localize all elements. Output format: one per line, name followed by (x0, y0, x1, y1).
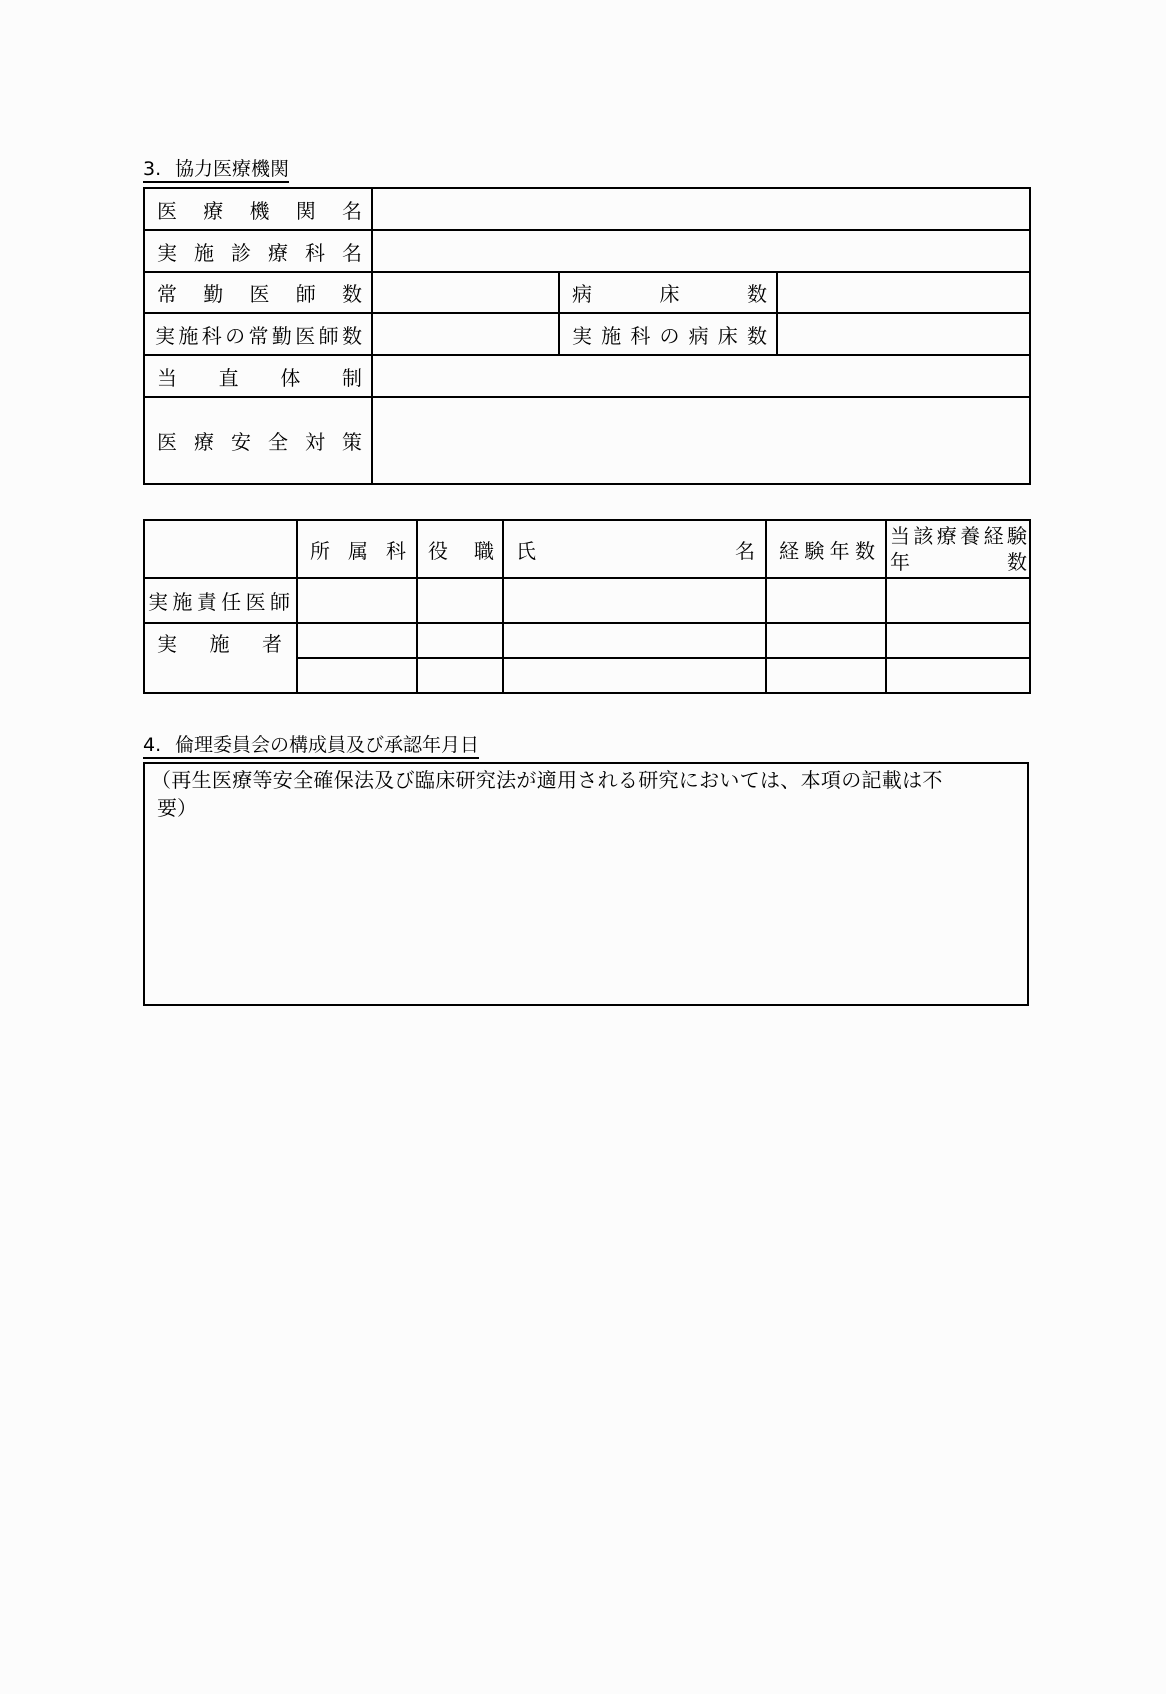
name-cell[interactable] (503, 578, 766, 623)
label-char: 施 (172, 590, 193, 614)
header-char: 験 (1006, 524, 1027, 548)
table-row (144, 578, 1030, 623)
experience-years-cell[interactable] (766, 623, 886, 658)
label-char: 療 (203, 198, 224, 223)
table-row (144, 623, 1030, 658)
row-label-implementer (144, 623, 297, 693)
label-char: 者 (262, 632, 282, 656)
section-4-title (143, 734, 479, 759)
header-position (417, 520, 503, 578)
label-char: 対 (305, 430, 325, 454)
ethics-note-line-1: （再生医療等安全確保法及び臨床研究法が適用される研究においては、本項の記載は不 (151, 768, 943, 792)
position-cell[interactable] (417, 623, 503, 658)
experience-years-cell[interactable] (766, 578, 886, 623)
header-char: 療 (936, 524, 957, 548)
label-char: 師 (295, 282, 316, 306)
header-char: 当 (890, 524, 910, 548)
ethics-committee-field[interactable] (143, 762, 1029, 1006)
label-char: 数 (342, 282, 362, 306)
label-char: 体 (280, 365, 301, 390)
label-char: 診 (231, 240, 251, 265)
header-char: 所 (310, 538, 330, 563)
header-department (297, 520, 417, 578)
section-3-heading: 協力医療機関 (175, 158, 290, 180)
label-char: 勤 (271, 323, 292, 348)
name-cell[interactable] (503, 658, 766, 693)
header-char: 年 (829, 538, 850, 563)
label-char: 数 (746, 323, 767, 348)
header-char: 職 (474, 538, 494, 563)
label-dept-beds (559, 313, 777, 355)
header-char: 属 (348, 538, 368, 563)
fulltime-doctors-field[interactable] (372, 272, 559, 313)
label-char: 実 (157, 632, 177, 656)
section-4-number: 4. (143, 734, 162, 756)
label-char: 医 (157, 430, 177, 454)
label-char: 医 (249, 282, 270, 306)
section-3-number: 3. (143, 158, 162, 180)
header-char: 役 (428, 538, 448, 563)
label-char: 実 (148, 590, 168, 614)
label-char: の (659, 323, 680, 348)
label-night-duty (144, 355, 372, 397)
experience-years-cell[interactable] (766, 658, 886, 693)
label-char: 実 (157, 240, 177, 265)
header-therapy-experience-years (886, 520, 1030, 578)
label-char: 師 (269, 590, 290, 614)
header-char: 該 (913, 524, 934, 548)
label-char: 医 (295, 323, 316, 348)
label-char: 全 (268, 430, 288, 454)
row-label-responsible-doctor (144, 578, 297, 623)
label-char: 当 (157, 365, 177, 390)
label-char: 施 (601, 323, 622, 348)
header-blank (144, 520, 297, 578)
label-char: 施 (178, 323, 199, 348)
ethics-note-line-2: 要） (157, 796, 197, 820)
header-char: 年 (890, 550, 910, 574)
label-char: 医 (245, 590, 266, 614)
department-cell[interactable] (297, 578, 417, 623)
label-char: 師 (318, 323, 339, 348)
label-char: 勤 (203, 282, 224, 306)
header-char: 経 (983, 524, 1004, 548)
therapy-experience-years-cell[interactable] (886, 658, 1030, 693)
section-4-heading: 倫理委員会の構成員及び承認年月日 (175, 734, 480, 756)
label-beds (559, 272, 777, 313)
label-char: 病 (572, 282, 592, 306)
label-char: 療 (268, 240, 288, 265)
label-fulltime-doctors (144, 272, 372, 313)
label-char: 施 (194, 240, 214, 265)
header-char: 経 (779, 538, 799, 563)
dept-fulltime-doctors-field[interactable] (372, 313, 559, 355)
header-char: 験 (804, 538, 825, 563)
label-char: 療 (194, 430, 214, 454)
header-char: 数 (854, 538, 875, 563)
label-char: 施 (209, 632, 230, 656)
therapy-experience-years-cell[interactable] (886, 578, 1030, 623)
name-cell[interactable] (503, 623, 766, 658)
header-char: 数 (1007, 550, 1027, 574)
department-cell[interactable] (297, 623, 417, 658)
label-char: 責 (196, 590, 217, 614)
label-char: 策 (342, 430, 362, 454)
label-char: 直 (218, 365, 239, 390)
position-cell[interactable] (417, 578, 503, 623)
label-char: の (225, 323, 246, 348)
header-char: 養 (960, 524, 981, 548)
beds-field[interactable] (777, 272, 1030, 313)
staff-table (143, 519, 1031, 694)
safety-measures-field[interactable] (372, 397, 1030, 484)
label-char: 数 (747, 282, 767, 306)
label-char: 科 (630, 323, 651, 348)
header-experience-years (766, 520, 886, 578)
department-cell[interactable] (297, 658, 417, 693)
label-char: 常 (248, 323, 269, 348)
label-char: 名 (342, 198, 362, 223)
label-char: 数 (342, 323, 362, 348)
label-char: 科 (201, 323, 222, 348)
header-char: 科 (386, 538, 406, 563)
label-char: 関 (295, 198, 316, 223)
label-char: 医 (157, 198, 177, 223)
label-char: 安 (231, 430, 251, 454)
header-char: 名 (735, 538, 755, 563)
label-char: 床 (717, 323, 738, 348)
label-dept-fulltime-doctors (144, 313, 372, 355)
label-char: 制 (341, 365, 362, 390)
label-char: 床 (659, 282, 680, 306)
label-char: 実 (155, 323, 175, 348)
night-duty-field[interactable] (372, 355, 1030, 397)
header-name (503, 520, 766, 578)
dept-beds-field[interactable] (777, 313, 1030, 355)
label-char: 病 (688, 323, 709, 348)
label-char: 科 (305, 240, 325, 265)
department-name-field[interactable] (372, 230, 1030, 272)
institution-name-field[interactable] (372, 188, 1030, 230)
position-cell[interactable] (417, 658, 503, 693)
label-department-name (144, 230, 372, 272)
label-safety-measures (144, 397, 372, 484)
label-char: 常 (157, 282, 177, 306)
header-char: 氏 (516, 538, 536, 563)
therapy-experience-years-cell[interactable] (886, 623, 1030, 658)
label-char: 機 (249, 198, 270, 223)
label-char: 任 (221, 590, 242, 614)
section-3-title (143, 158, 289, 183)
label-char: 実 (572, 323, 592, 348)
cooperating-institution-table (143, 187, 1031, 485)
label-institution-name (144, 188, 372, 230)
label-char: 名 (342, 240, 362, 265)
